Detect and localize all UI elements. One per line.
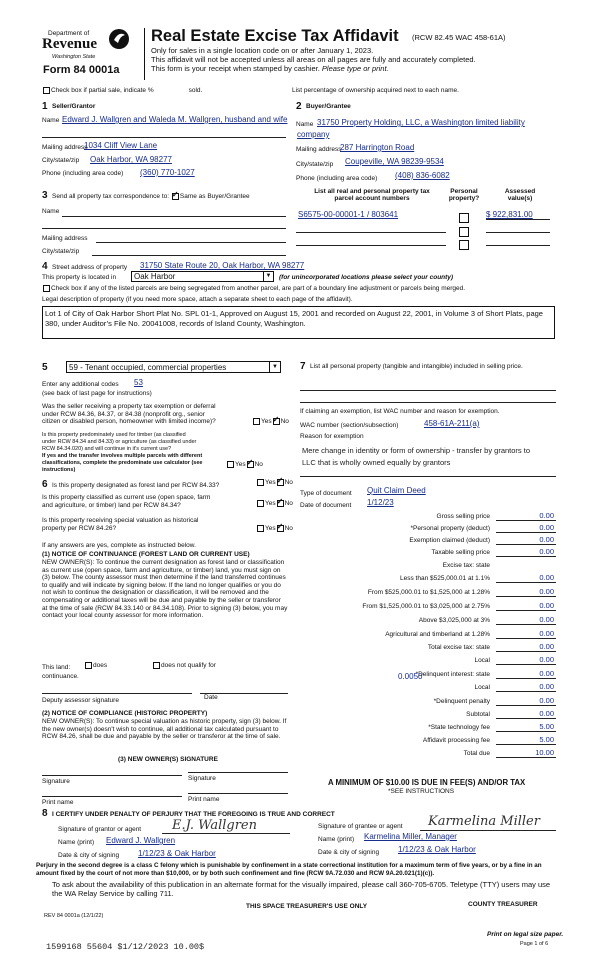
street-address[interactable]: 31750 State Route 20, Oak Harbor, WA 98277 (140, 261, 305, 270)
seller-mail[interactable]: 1034 Cliff View Lane (84, 141, 158, 150)
legal-description[interactable]: Lot 1 of City of Oak Harbor Short Plat No. SPL 01-1, Approved on August 15, 2001 and recorded on August 22, 2001, in Volume 3 of Short Plats, page 380, under Auditor’s File No. 20041008, records of Island County, Washington. (42, 306, 555, 339)
calc-line (496, 532, 556, 533)
parcel-number[interactable]: S6575-00-00001-1 / 803641 (298, 210, 399, 219)
personal-property-checkbox-3[interactable] (459, 240, 469, 250)
certify-statement: I CERTIFY UNDER PENALTY OF PERJURY THAT THE FOREGOING IS TRUE AND CORRECT (52, 811, 335, 818)
corresp-blank-line (42, 228, 286, 229)
corresp-name-line[interactable] (62, 216, 286, 217)
calc-line (496, 610, 556, 611)
personal-property-checkbox-1[interactable] (459, 213, 469, 223)
buyer-mail-label: Mailing address (296, 146, 342, 153)
list-percentage-note: List percentage of ownership acquired next to each name. (292, 87, 459, 94)
parcel-heading: List all real and personal property tax (314, 188, 430, 195)
seller-name[interactable]: Edward J. Wallgren and Waleda M. Wallgren, husband and wife (62, 115, 288, 124)
calc-line (496, 556, 556, 557)
current-use-no-checkbox[interactable] (277, 500, 284, 507)
yes-label: Yes (265, 500, 276, 508)
calc-value[interactable]: 0.00 (539, 615, 554, 624)
see-instructions: *SEE INSTRUCTIONS (388, 788, 455, 795)
q-exemption-2: under RCW 84.36, 84.37, or 84.38 (nonprofit org., senior (42, 410, 205, 418)
exemption-yes-checkbox[interactable] (253, 418, 260, 425)
form-cite: (RCW 82.45 WAC 458-61A) (412, 33, 506, 42)
section-1-number: 1 (42, 101, 48, 112)
legal-desc-label: Legal description of property (if you need more space, attach a separate sheet to each page of the affidavit). (42, 296, 353, 303)
exemption-label: If claiming an exemption, list WAC number and reason for exemption. (300, 408, 500, 415)
buyer-city-label: City/state/zip (296, 161, 334, 168)
calc-line (496, 757, 556, 758)
calc-value[interactable]: 0.00 (539, 587, 554, 596)
seller-heading: Seller/Grantor (52, 103, 96, 110)
wac-number[interactable]: 458-61A-211(a) (424, 419, 480, 428)
doc-type[interactable]: Quit Claim Deed (367, 486, 426, 495)
calc-value[interactable]: 0.00 (539, 655, 554, 664)
grantee-name-label: Name (print) (318, 836, 355, 843)
grantor-name[interactable]: Edward J. Wallgren (106, 836, 176, 845)
current-use-yes-checkbox[interactable] (257, 500, 264, 507)
legal-size-note: Print on legal size paper. (487, 931, 564, 938)
revenue-logo-icon (107, 27, 131, 51)
assessed-value[interactable]: $ 922,831.00 (486, 210, 533, 219)
assessed-heading: Assessed (504, 188, 536, 195)
county-treasurer: COUNTY TREASURER (468, 901, 538, 908)
corresp-mail-line[interactable] (96, 242, 286, 243)
assessed-heading-2: value(s) (507, 195, 533, 202)
doc-date[interactable]: 1/12/23 (367, 498, 394, 507)
calc-line (496, 744, 556, 745)
calc-line (496, 596, 556, 597)
calc-label: *Delinquent interest: state (415, 671, 490, 678)
grantee-date-city[interactable]: 1/12/23 & Oak Harbor (398, 845, 476, 854)
historic-yes-checkbox[interactable] (257, 525, 264, 532)
calc-value[interactable]: 0.00 (539, 696, 554, 705)
yes-label: Yes (261, 418, 272, 426)
q-exemption-1: Was the seller receiving a property tax exemption or deferral (42, 403, 216, 410)
calc-line (496, 582, 556, 583)
calc-value[interactable]: 0.00 (539, 669, 554, 678)
reason-line-3[interactable] (300, 476, 556, 477)
does-label: does (93, 662, 108, 670)
personal-property-line-1[interactable] (300, 390, 556, 391)
grantee-signature: Karmelina Miller (428, 814, 540, 829)
no-label: No (284, 500, 293, 508)
county-value: Oak Harbor (134, 272, 176, 281)
does-not-checkbox[interactable] (153, 662, 160, 669)
chevron-down-icon[interactable]: ▼ (263, 272, 273, 281)
buyer-phone[interactable]: (408) 836-6082 (395, 171, 450, 180)
calc-value[interactable]: 0.00 (539, 535, 554, 544)
located-label: This property is located in (42, 274, 117, 281)
notice-1-text: NEW OWNER(S): To continue the current designation as forest land or classification as current use (open space, farm and agriculture, or timber) land, you must sign on (3) below. The county assessor must then determine if the land transferred continues to qualify and will indicate by signing below. If the land no longer qualifies or you do not wish to continue the designation or classification, it will be removed and the compensating or additional taxes will be due and payable by the seller or transferor at the time of sale (RCW 84.33.140 or 84.34.108). Prior to signing (3) below, you may contact your local county assessor for more information. (42, 559, 288, 620)
deputy-date-label: Date (204, 694, 218, 701)
signature-label-2: Signature (188, 775, 216, 782)
seller-phone-label: Phone (including area code) (42, 170, 124, 177)
assessed-line-1 (486, 219, 550, 220)
form-revision: REV 84 0001a (12/1/22) (44, 913, 104, 919)
seller-city-label: City/state/zip (42, 157, 80, 164)
q-timber-3: RCW 84.34.020) and will continue in it's current use? (42, 446, 172, 452)
header-line-3b: Please type or print. (321, 64, 389, 73)
calc-label: *State technology fee (428, 724, 490, 731)
calc-label: From $525,000.01 to $1,525,000 at 1.28% (367, 589, 490, 596)
grantor-sig-label: Signature of grantor or agent (58, 826, 142, 833)
calc-value[interactable]: 0.00 (539, 601, 554, 610)
calc-value[interactable]: 0.00 (539, 523, 554, 532)
street-label: Street address of property (52, 264, 128, 271)
timber-no-checkbox[interactable] (247, 461, 254, 468)
yes-label: Yes (235, 461, 246, 469)
sold-label: sold. (188, 87, 203, 95)
calc-value[interactable]: 0.00 (539, 709, 554, 718)
calc-label: Excise tax: state (442, 562, 490, 569)
section-2-number: 2 (296, 101, 302, 112)
does-not-label: does not qualify for (161, 662, 216, 670)
calc-label: *Personal property (deduct) (410, 525, 490, 532)
header-line-1: Only for sales in a single location code on or after January 1, 2023. (151, 46, 374, 55)
calc-line (496, 520, 556, 521)
wac-label: WAC number (section/subsection) (300, 422, 399, 429)
calc-label: Gross selling price (436, 513, 490, 520)
buyer-mail[interactable]: 287 Harrington Road (340, 143, 415, 152)
section-5-number: 5 (42, 362, 48, 373)
if-any-yes: If any answers are yes, complete as instructed below. (42, 542, 196, 549)
calc-label: Taxable selling price (431, 549, 490, 556)
personal-property-label: List all personal property (tangible and intangible) included in selling price. (310, 363, 523, 370)
county-select[interactable] (131, 271, 274, 282)
local-rate: 0.0050 (398, 672, 423, 681)
timber-yes-checkbox[interactable] (227, 461, 234, 468)
personal-property-line-2[interactable] (300, 402, 556, 403)
yes-label: Yes (265, 479, 276, 487)
corresp-city-label: City/state/zip (42, 248, 80, 255)
owner-print-line-1[interactable] (42, 796, 182, 797)
calc-line (496, 651, 556, 652)
personal-heading: Personal (450, 188, 478, 195)
calc-line (496, 544, 556, 545)
q-timber-1: Is this property predominately used for timber (as classified (42, 432, 186, 438)
notice-2-text: NEW OWNER(S): To continue special valuation as historic property, sign (3) below. If the new owner(s) doesn't wish to continue, all additional tax calculated pursuant to RCW 84.26, shall be due and payable by the seller or transferor at the time of sale. (42, 718, 287, 741)
signature-label-1: Signature (42, 778, 70, 785)
grantee-sig-label: Signature of grantee or agent (318, 823, 403, 830)
print-name-label-2: Print name (188, 796, 220, 803)
grantee-date-label: Date & city of signing (318, 849, 380, 856)
seller-city[interactable]: Oak Harbor, WA 98277 (90, 155, 172, 164)
state-label: Washington State (52, 54, 96, 60)
partial-sale-label: Check box if partial sale, indicate % (51, 87, 154, 95)
minimum-due-note: A MINIMUM OF $10.00 IS DUE IN FEE(S) AND/OR TAX (328, 778, 526, 787)
historic-no-checkbox[interactable] (277, 525, 284, 532)
owner-signature-line-2[interactable] (188, 772, 288, 773)
same-as-buyer-checkbox[interactable] (172, 193, 179, 200)
q-timber-2: under RCW 84.34 and 84.33) or agriculture (as classified under (42, 439, 197, 445)
calc-label: From $1,525,000.01 to $3,025,000 at 2.75% (362, 603, 490, 610)
same-as-buyer-label: Same as Buyer/Grantee (179, 193, 250, 201)
exemption-no-checkbox[interactable] (273, 418, 280, 425)
q-current-use-2: and agriculture, or timber) land per RCW 84.34? (42, 501, 181, 509)
print-name-label-1: Print name (42, 799, 74, 806)
no-label: No (284, 479, 293, 487)
grantee-signature-line[interactable] (420, 830, 556, 831)
notice-1-heading: (1) NOTICE OF CONTINUANCE (FOREST LAND OR CURRENT USE) (42, 551, 250, 558)
calc-label: Above $3,025,000 at 3% (418, 617, 490, 624)
calc-line (496, 705, 556, 706)
calc-line (496, 638, 556, 639)
buyer-name-2[interactable]: company (297, 130, 330, 139)
grantor-date-label: Date & city of signing (58, 852, 120, 859)
assessed-line-2[interactable] (486, 232, 550, 233)
q-current-use-1: Is this property classified as current use (open space, farm (42, 494, 211, 501)
no-label: No (280, 418, 289, 426)
land-use-code: 59 - Tenant occupied, commercial properties (69, 363, 227, 372)
continuance-label: continuance. (42, 673, 79, 680)
calc-value[interactable]: 0.00 (539, 547, 554, 556)
calc-label: Total due (463, 750, 490, 757)
no-label: No (284, 525, 293, 533)
correspondence-label: Send all property tax correspondence to: (52, 193, 170, 201)
perjury-notice: Perjury in the second degree is a class C felony which is punishable by confinement in a state correctional institution for a maximum term of five years, or by a fine in an amount fixed by the court of not more than $10,000, or by both such confinement and fine (RCW 9A.72.030 and RCW 9A.20.021(1)(c)). (36, 862, 542, 877)
addl-codes-label: Enter any additional codes (42, 381, 119, 388)
reason-label: Reason for exemption (300, 433, 364, 440)
q-exemption-3: citizen or disabled person, homeowner with limited income)? (42, 418, 216, 425)
calc-value[interactable]: 0.00 (539, 642, 554, 651)
calc-value[interactable]: 5.00 (539, 735, 554, 744)
page-number: Page 1 of 6 (520, 941, 549, 947)
section-6-number: 6 (42, 479, 48, 490)
form-number: Form 84 0001a (43, 64, 120, 76)
does-checkbox[interactable] (85, 662, 92, 669)
owner-signature-line-1[interactable] (42, 775, 182, 776)
forest-no-checkbox[interactable] (277, 479, 284, 486)
calc-line (496, 691, 556, 692)
reason-line-1[interactable]: Mere change in identity or form of ownership - transfer by grantors to (302, 446, 531, 455)
buyer-name-label: Name (296, 121, 314, 128)
calc-value[interactable]: 5.00 (539, 722, 554, 731)
calc-value[interactable]: 10.00 (535, 748, 554, 757)
land-use-code-select[interactable] (66, 361, 281, 373)
segregated-label: Check box if any of the listed parcels are being segregated from another parcel, are part of a boundary line adjustment or parcels being merged. (51, 285, 466, 293)
addl-codes[interactable]: 53 (134, 378, 143, 387)
segregated-checkbox[interactable] (43, 285, 50, 292)
alternate-format-note: To ask about the availability of this publication in an alternate format for the visually impaired, please call 360-705-6705. Teletype (TTY) users may use the WA Relay Service by calling 711. (52, 880, 551, 898)
doc-date-label: Date of document (300, 502, 352, 509)
calc-line (496, 664, 556, 665)
partial-sale-checkbox[interactable] (43, 87, 50, 94)
deputy-signature-label: Deputy assessor signature (42, 697, 119, 704)
q-historic-2: property per RCW 84.26? (42, 524, 117, 532)
calc-value[interactable]: 0.00 (539, 573, 554, 582)
header-line-3: This form is your receipt when stamped by cashier. (151, 64, 320, 73)
calc-line (496, 731, 556, 732)
assessed-line-3[interactable] (486, 245, 550, 246)
calc-line (496, 678, 556, 679)
personal-heading-2: property? (448, 195, 480, 202)
corresp-city-line[interactable] (92, 255, 286, 256)
grantee-name[interactable]: Karmelina Miller, Manager (364, 832, 457, 841)
grantor-date-city[interactable]: 1/12/23 & Oak Harbor (138, 849, 216, 858)
corresp-mail-label: Mailing address (42, 235, 88, 242)
buyer-name-1[interactable]: 31750 Property Holding, LLC, a Washington limited liability (317, 118, 525, 127)
calc-value[interactable]: 0.00 (539, 629, 554, 638)
forest-yes-checkbox[interactable] (257, 479, 264, 486)
form-title: Real Estate Excise Tax Affidavit (151, 27, 399, 45)
calc-line (496, 624, 556, 625)
notice-2-heading: (2) NOTICE OF COMPLIANCE (HISTORIC PROPERTY) (42, 710, 208, 717)
grantor-name-label: Name (print) (58, 839, 95, 846)
calc-label: *Delinquent penalty (433, 698, 490, 705)
section-4-number: 4 (42, 261, 48, 272)
calc-label: Less than $525,000.01 at 1.1% (400, 575, 490, 582)
grantor-signature-line[interactable] (162, 833, 290, 834)
parcel-line-2[interactable] (296, 232, 446, 233)
recording-stamp: 1599168 55604 $1/12/2023 10.00$ (46, 942, 205, 952)
revenue-logo-text: Revenue (42, 36, 97, 52)
seller-mail-label: Mailing address (42, 144, 88, 151)
buyer-heading: Buyer/Grantee (306, 103, 351, 110)
notice-3-heading: (3) NEW OWNER(S) SIGNATURE (118, 756, 218, 763)
seller-blank-line (42, 137, 286, 138)
yes-label: Yes (265, 525, 276, 533)
section-3-number: 3 (42, 190, 48, 201)
grantor-signature: E.J. Wallgren (172, 818, 257, 833)
unincorporated-note: (for unincorporated locations please select your county) (279, 274, 454, 281)
q-historic-1: Is this property receiving special valuation as historical (42, 517, 199, 524)
this-land-label: This land: (42, 664, 71, 671)
buyer-city[interactable]: Coupeville, WA 98239-9534 (345, 157, 444, 166)
calc-value[interactable]: 0.00 (539, 682, 554, 691)
calc-label: Agricultural and timberland at 1.28% (385, 631, 490, 638)
calc-line (496, 718, 556, 719)
calc-label: Affidavit processing fee (422, 737, 490, 744)
calc-label: Local (474, 657, 490, 664)
seller-name-label: Name (42, 117, 60, 124)
section-7-number: 7 (300, 361, 306, 372)
calc-label: Local (474, 684, 490, 691)
buyer-phone-label: Phone (including area code) (296, 175, 378, 182)
corresp-name-label: Name (42, 208, 60, 215)
reason-line-2[interactable]: LLC that is wholly owned equally by grantors (302, 458, 451, 467)
parcel-line-3[interactable] (296, 245, 446, 246)
q-timber-4: If yes and the transfer involves multiple parcels with different classifications, complete the predominate use calculator (see instructions) (42, 453, 203, 473)
see-instructions-5: (see back of last page for instructions) (42, 390, 152, 397)
deputy-signature-line[interactable] (42, 693, 192, 694)
no-label: No (254, 461, 263, 469)
header-divider (144, 28, 145, 80)
calc-value[interactable]: 0.00 (539, 511, 554, 520)
treasurer-use-only: THIS SPACE TREASURER'S USE ONLY (246, 903, 368, 910)
chevron-down-icon[interactable]: ▼ (269, 362, 280, 372)
section-8-number: 8 (42, 808, 48, 819)
calc-label: Exemption claimed (deduct) (409, 537, 490, 544)
parcel-heading-2: parcel account numbers (334, 195, 410, 202)
seller-phone[interactable]: (360) 770-1027 (140, 168, 195, 177)
header-line-2: This affidavit will not be accepted unless all areas on all pages are fully and accurately completed. (151, 55, 476, 64)
doc-type-label: Type of document (300, 490, 352, 497)
calc-label: Subtotal (466, 711, 490, 718)
owner-print-line-2[interactable] (188, 793, 288, 794)
dept-label: Department of (48, 30, 90, 37)
calc-label: Total excise tax: state (427, 644, 490, 651)
q-forest: Is this property designated as forest land per RCW 84.33? (52, 482, 220, 489)
